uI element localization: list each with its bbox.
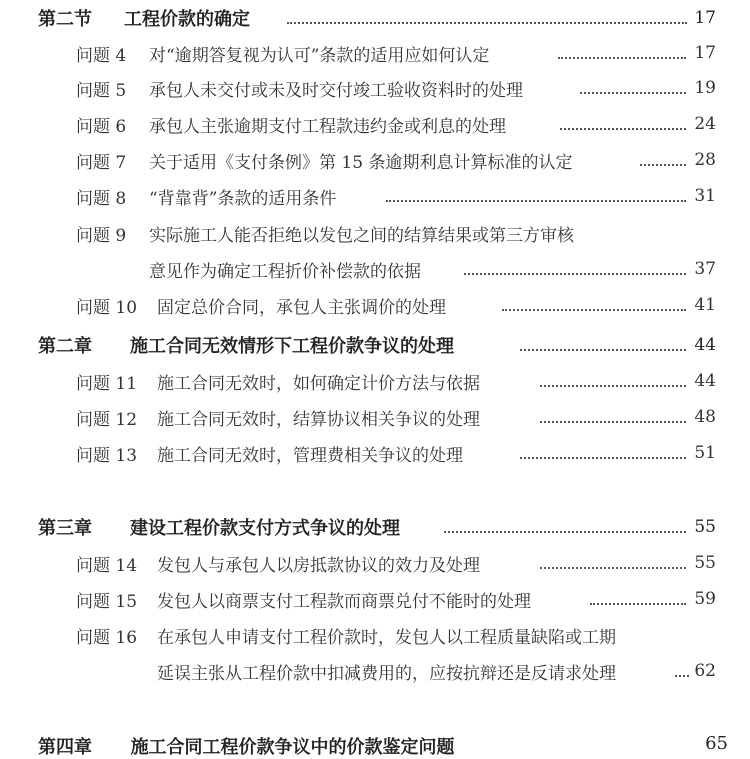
page-number: 31 [694,186,716,206]
chapter-label: 第二章 [38,336,92,357]
entry-label: 问题 15 [76,591,138,612]
entry-label: 问题 16 [76,627,138,648]
toc-entry[interactable] [0,178,750,214]
section-label: 第二节 [38,9,92,30]
dot-leader [590,603,686,605]
dot-leader [386,200,686,202]
toc-entry[interactable] [0,142,750,178]
dot-leader [520,457,686,459]
toc-entry[interactable] [0,399,750,435]
page-number: 17 [694,43,716,63]
page-number: 48 [694,407,716,427]
entry-title: 施工合同无效时，管理费相关争议的处理 [157,445,463,466]
section-title: 工程价款的确定 [124,9,250,30]
dot-leader [520,349,686,351]
page-number: 28 [694,150,716,170]
entry-title: 对“逾期答复视为认可”条款的适用应如何认定 [149,45,490,66]
entry-title-continuation: 延误主张从工程价款中扣减费用的，应按抗辩还是反请求处理 [157,663,616,684]
entry-label: 问题 13 [76,445,138,466]
toc-entry-continuation[interactable] [0,251,750,287]
chapter-label: 第四章 [38,737,92,758]
page-number: 44 [694,371,716,391]
entry-label: 问题 12 [76,409,138,430]
entry-title: 固定总价合同，承包人主张调价的处理 [157,297,446,318]
dot-leader [580,92,686,94]
entry-title: 关于适用《支付条例》第 15 条逾期利息计算标准的认定 [149,152,573,173]
toc-entry[interactable] [0,287,750,323]
toc-entry[interactable] [0,617,750,653]
toc-entry[interactable] [0,435,750,471]
dot-leader [640,164,686,166]
entry-title: 承包人未交付或未及时交付竣工验收资料时的处理 [149,80,523,101]
entry-label: 问题 7 [76,152,127,173]
toc-section-heading [0,0,750,36]
chapter-title: 施工合同工程价款争议中的价款鉴定问题 [130,737,455,758]
page-number: 51 [694,443,716,463]
page-number: 65 [705,733,728,754]
entry-label: 问题 14 [76,555,138,576]
toc-chapter-heading[interactable] [0,509,750,545]
toc-entry[interactable] [0,363,750,399]
dot-leader [287,22,687,24]
dot-leader [502,309,686,311]
toc-entry-continuation[interactable] [0,653,750,689]
dot-leader [558,57,686,59]
entry-title: 实际施工人能否拒绝以发包之间的结算结果或第三方审核 [149,225,574,246]
entry-title: 发包人以商票支付工程款而商票兑付不能时的处理 [157,591,531,612]
entry-label: 问题 5 [76,80,127,101]
entry-title: “背靠背”条款的适用条件 [149,188,337,209]
page-number: 41 [694,295,716,315]
entry-title: 在承包人申请支付工程价款时，发包人以工程质量缺陷或工期 [157,627,616,648]
toc-chapter-heading-cutoff[interactable] [0,725,750,758]
toc-entry[interactable] [0,215,750,251]
page-number: 59 [694,589,716,609]
chapter-title: 建设工程价款支付方式争议的处理 [130,518,400,539]
toc-entry[interactable] [0,106,750,142]
dot-leader [675,675,689,677]
toc-chapter-heading[interactable] [0,327,750,363]
dot-leader [540,567,686,569]
entry-title-continuation: 意见作为确定工程折价补偿款的依据 [149,261,421,282]
page-number: 55 [694,553,716,573]
page-number: 44 [694,335,716,355]
entry-title: 承包人主张逾期支付工程款违约金或利息的处理 [149,116,506,137]
entry-label: 问题 8 [76,188,127,209]
chapter-title: 施工合同无效情形下工程价款争议的处理 [130,336,454,357]
page-number: 62 [694,661,716,681]
page-number: 24 [694,114,716,134]
page-number: 55 [694,517,716,537]
entry-label: 问题 9 [76,225,127,246]
dot-leader [540,421,686,423]
dot-leader [464,273,686,275]
entry-label: 问题 4 [76,45,127,66]
entry-label: 问题 10 [76,297,138,318]
page-number: 37 [694,259,716,279]
chapter-label: 第三章 [38,518,92,539]
toc-entry[interactable] [0,545,750,581]
dot-leader [560,128,686,130]
page-number: 17 [694,8,716,28]
dot-leader [540,385,686,387]
page-number: 19 [694,78,716,98]
entry-label: 问题 6 [76,116,127,137]
toc-entry[interactable] [0,581,750,617]
entry-title: 发包人与承包人以房抵款协议的效力及处理 [157,555,480,576]
toc-entry[interactable] [0,70,750,106]
entry-title: 施工合同无效时，结算协议相关争议的处理 [157,409,480,430]
toc-entry[interactable] [0,35,750,71]
entry-title: 施工合同无效时，如何确定计价方法与依据 [157,373,480,394]
dot-leader [444,531,686,533]
entry-label: 问题 11 [76,373,138,394]
